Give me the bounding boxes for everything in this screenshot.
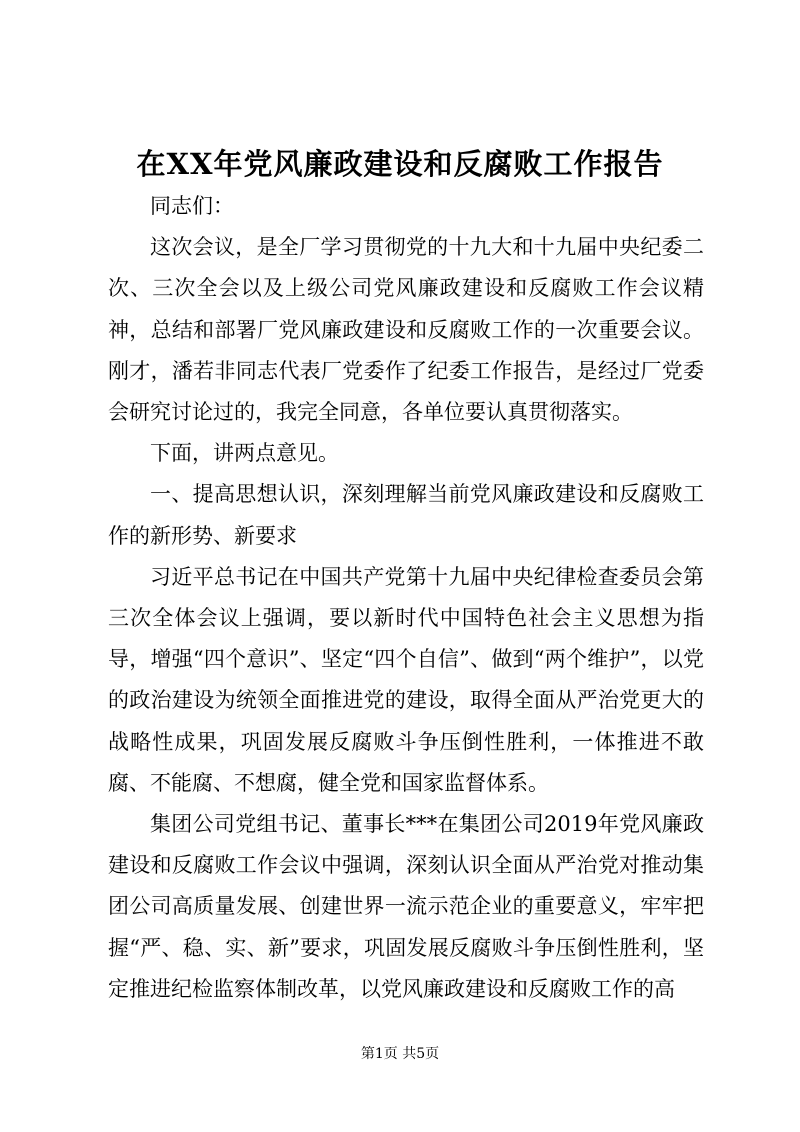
document-title: 在XX年党风廉政建设和反腐败工作报告: [136, 147, 664, 181]
page-footer: 第1页 共5页: [360, 1046, 440, 1062]
paragraph: 习近平总书记在中国共产党第十九届中央纪律检查委员会第三次全体会议上强调，要以新时代中国特色社会主义思想为指导，增强“四个意识”、坚定“四个自信”、做到“两个维护”，以党的政治建设为统领全面推进党的建设，取得全面从严治党更大的战略性成果，巩固发展反腐败斗争压倒性胜利，一体推进不敢腐、不能腐、不想腐，健全党和国家监督体系。: [108, 564, 704, 795]
paragraph-greeting: 同志们：: [150, 194, 234, 218]
paragraph: 下面，讲两点意见。: [150, 441, 339, 466]
paragraph: 集团公司党组书记、董事长***在集团公司2019年党风廉政建设和反腐败工作会议中强调，深刻认识全面从严治党对推动集团公司高质量发展、创建世界一流示范企业的重要意义，牢牢把握“严、稳、实、新”要求，巩固发展反腐败斗争压倒性胜利，坚定推进纪检监察体制改革，以党风廉政建设和反腐败工作的高: [108, 812, 704, 1001]
section-heading: 一、提高思想认识，深刻理解当前党风廉政建设和反腐败工作的新形势、新要求: [108, 482, 704, 548]
paragraph: 这次会议，是全厂学习贯彻党的十九大和十九届中央纪委二次、三次全会以及上级公司党风廉政建设和反腐败工作会议精神，总结和部署厂党风廉政建设和反腐败工作的一次重要会议。刚才，潘若非同志代表厂党委作了纪委工作报告，是经过厂党委会研究讨论过的，我完全同意，各单位要认真贯彻落实。: [108, 235, 704, 425]
document-body: [108, 186, 704, 1010]
